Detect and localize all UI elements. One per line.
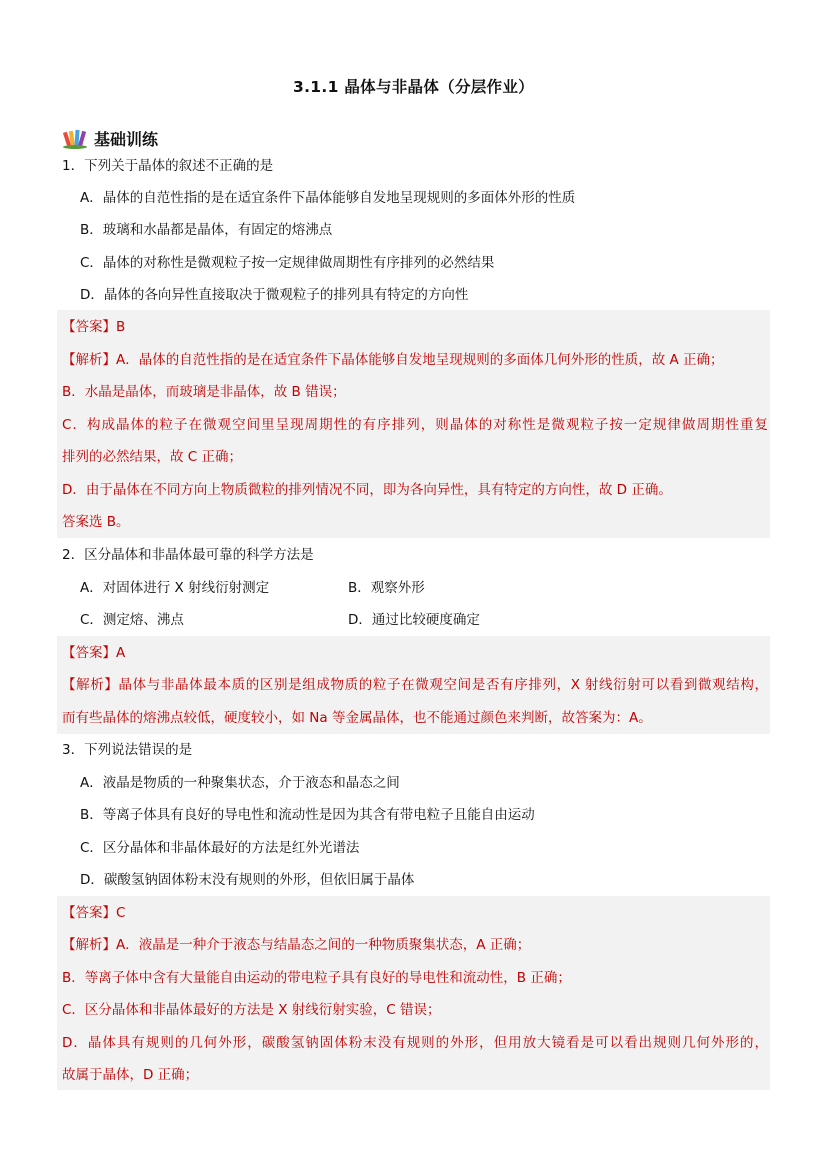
question-2-analysis-line: 而有些晶体的熔沸点较低，硬度较小，如 Na 等金属晶体，也不能通过颜色来判断，故答案为：A。 — [62, 710, 652, 726]
question-3-option-a: A．液晶是物质的一种聚集状态，介于液态和晶态之间 — [80, 775, 400, 791]
question-2-option-b: B．观察外形 — [348, 580, 425, 596]
question-3-analysis-line: 故属于晶体，D 正确； — [62, 1067, 199, 1083]
question-3-option-b: B．等离子体具有良好的导电性和流动性是因为其含有带电粒子且能自由运动 — [80, 807, 535, 823]
question-1-analysis-line: D．由于晶体在不同方向上物质微粒的排列情况不同，即为各向异性，具有特定的方向性，故 D 正确。 — [62, 482, 672, 498]
question-2-option-a: A．对固体进行 X 射线衍射测定 — [80, 580, 270, 596]
question-2-option-c: C．测定熔、沸点 — [80, 612, 184, 628]
question-2-answer: 【答案】A — [62, 645, 126, 661]
section-title: 基础训练 — [94, 129, 159, 149]
question-3-analysis-line: D．晶体具有规则的几何外形，碳酸氢钠固体粉末没有规则的外形，但用放大镜看是可以看出规则几何外形的， — [62, 1035, 768, 1051]
question-1-stem: 1．下列关于晶体的叙述不正确的是 — [62, 158, 274, 174]
question-1-analysis-line: 答案选 B。 — [62, 514, 130, 530]
question-3-analysis-line: 【解析】A．液晶是一种介于液态与结晶态之间的一种物质聚集状态，A 正确； — [62, 937, 531, 953]
question-1-option-d: D．晶体的各向异性直接取决于微观粒子的排列具有特定的方向性 — [80, 287, 469, 303]
section-header — [62, 126, 158, 150]
question-3-option-d: D．碳酸氢钠固体粉末没有规则的外形，但依旧属于晶体 — [80, 872, 415, 888]
books-icon — [62, 127, 90, 149]
question-3-answer-block — [57, 896, 770, 1090]
question-1-option-a: A．晶体的自范性指的是在适宜条件下晶体能够自发地呈现规则的多面体外形的性质 — [80, 190, 576, 206]
question-1-analysis-line: C．构成晶体的粒子在微观空间里呈现周期性的有序排列，则晶体的对称性是微观粒子按一定规律做周期性重复 — [62, 417, 768, 433]
question-1-analysis-line: 【解析】A．晶体的自范性指的是在适宜条件下晶体能够自发地呈现规则的多面体几何外形的性质，故 A 正确； — [62, 352, 724, 368]
question-1-option-b: B．玻璃和水晶都是晶体，有固定的熔沸点 — [80, 222, 333, 238]
question-2-stem: 2．区分晶体和非晶体最可靠的科学方法是 — [62, 547, 314, 563]
question-3-option-c: C．区分晶体和非晶体最好的方法是红外光谱法 — [80, 840, 360, 856]
question-1-analysis-line: 排列的必然结果，故 C 正确； — [62, 449, 243, 465]
question-1-option-c: C．晶体的对称性是微观粒子按一定规律做周期性有序排列的必然结果 — [80, 255, 495, 271]
question-1-analysis-line: B．水晶是晶体，而玻璃是非晶体，故 B 错误； — [62, 384, 346, 400]
question-3-stem: 3．下列说法错误的是 — [62, 742, 193, 758]
question-2-option-d: D．通过比较硬度确定 — [348, 612, 480, 628]
question-3-analysis-line: C．区分晶体和非晶体最好的方法是 X 射线衍射实验，C 错误； — [62, 1002, 441, 1018]
question-2-analysis-line: 【解析】晶体与非晶体最本质的区别是组成物质的粒子在微观空间是否有序排列，X 射线衍射可以看到微观结构， — [62, 677, 768, 693]
question-3-analysis-line: B．等离子体中含有大量能自由运动的带电粒子具有良好的导电性和流动性，B 正确； — [62, 970, 571, 986]
question-3-answer: 【答案】C — [62, 905, 126, 921]
question-1-answer: 【答案】B — [62, 319, 126, 335]
page-title: 3.1.1 晶体与非晶体（分层作业） — [293, 78, 534, 96]
